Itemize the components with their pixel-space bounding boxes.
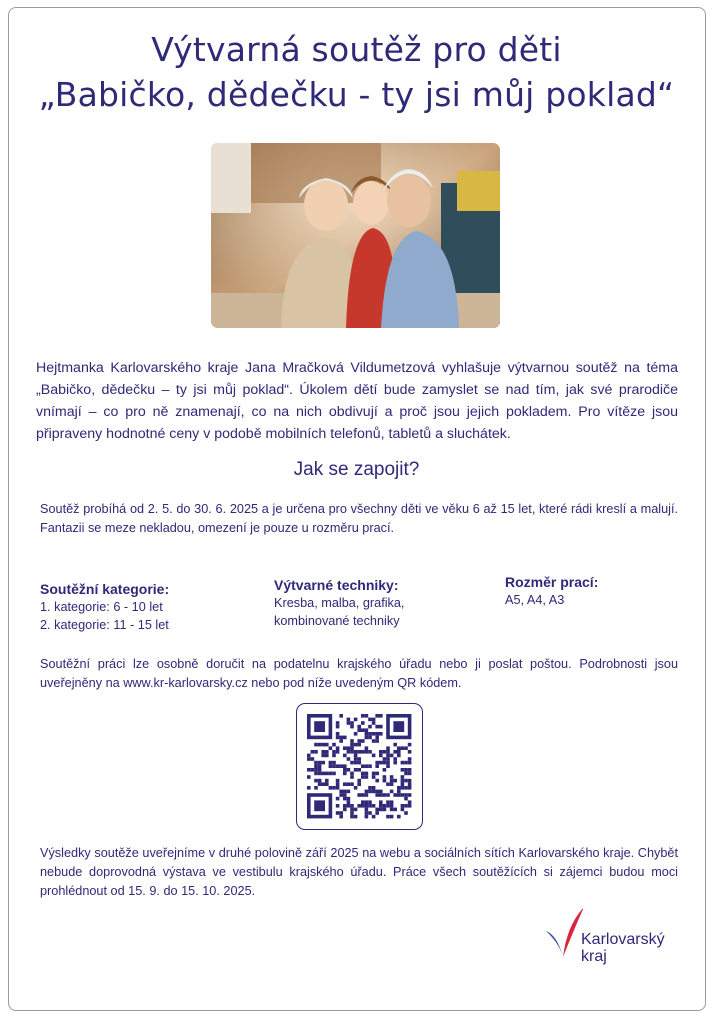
logo-mark-icon [543, 905, 583, 967]
techniques-block [274, 576, 404, 630]
page-title: Výtvarná soutěž pro děti [151, 30, 562, 69]
size-value: A5, A4, A3 [505, 593, 565, 607]
section-heading: Jak se zapojit? [293, 459, 420, 480]
logo-text-line1: Karlovarský [581, 931, 665, 948]
size-heading: Rozměr prací: [505, 574, 599, 590]
categories-block [40, 580, 169, 634]
categories-heading: Soutěžní kategorie: [40, 581, 170, 597]
contest-details-paragraph: Soutěž probíhá od 2. 5. do 30. 6. 2025 a je určena pro všechny děti ve věku 6 až 15 let, které rádi kreslí a malují. Fantazii se meze nekladou, omezení je pouze u rozměru prací. [40, 502, 678, 535]
techniques-heading: Výtvarné techniky: [274, 577, 399, 593]
results-paragraph: Výsledky soutěže uveřejníme v druhé polovině září 2025 na webu a sociálních sítích Karlovarského kraje. Chybět nebude doprovodná výstava ve vestibulu krajského úřadu. Práce všech soutěžících si zájemci budou moci prohlédnout od 15. 9. do 15. 10. 2025. [40, 846, 678, 898]
qr-code[interactable] [296, 703, 423, 830]
logo-text-line2: kraj [581, 948, 607, 965]
technique-item: kombinované techniky [274, 614, 400, 628]
page-subtitle: „Babičko, dědečku - ty jsi můj poklad“ [38, 75, 675, 114]
size-block [505, 573, 598, 609]
category-item: 1. kategorie: 6 - 10 let [40, 600, 163, 614]
logo-text [581, 931, 665, 965]
category-item: 2. kategorie: 11 - 15 let [40, 618, 169, 632]
family-photo [211, 143, 500, 328]
submission-paragraph: Soutěžní práci lze osobně doručit na podatelnu krajského úřadu nebo ji poslat poštou. Podrobnosti jsou uveřejněny na www.kr-karlovarsky.cz nebo pod níže uvedeným QR kódem. [40, 657, 678, 690]
technique-item: Kresba, malba, grafika, [274, 596, 405, 610]
qr-code-graphic [297, 704, 421, 828]
intro-paragraph: Hejtmanka Karlovarského kraje Jana Mračková Vildumetzová vyhlašuje výtvarnou soutěž na téma „Babičko, dědečku – ty jsi můj poklad“. Úkolem dětí bude zamyslet se nad tím, jak své prarodiče vnímají – co pro ně znamenají, co na nich obdivují a proč jsou jejich pokladem. Pro vítěze jsou připraveny hodnotné ceny v podobě mobilních telefonů, tabletů a sluchátek. [36, 360, 678, 442]
